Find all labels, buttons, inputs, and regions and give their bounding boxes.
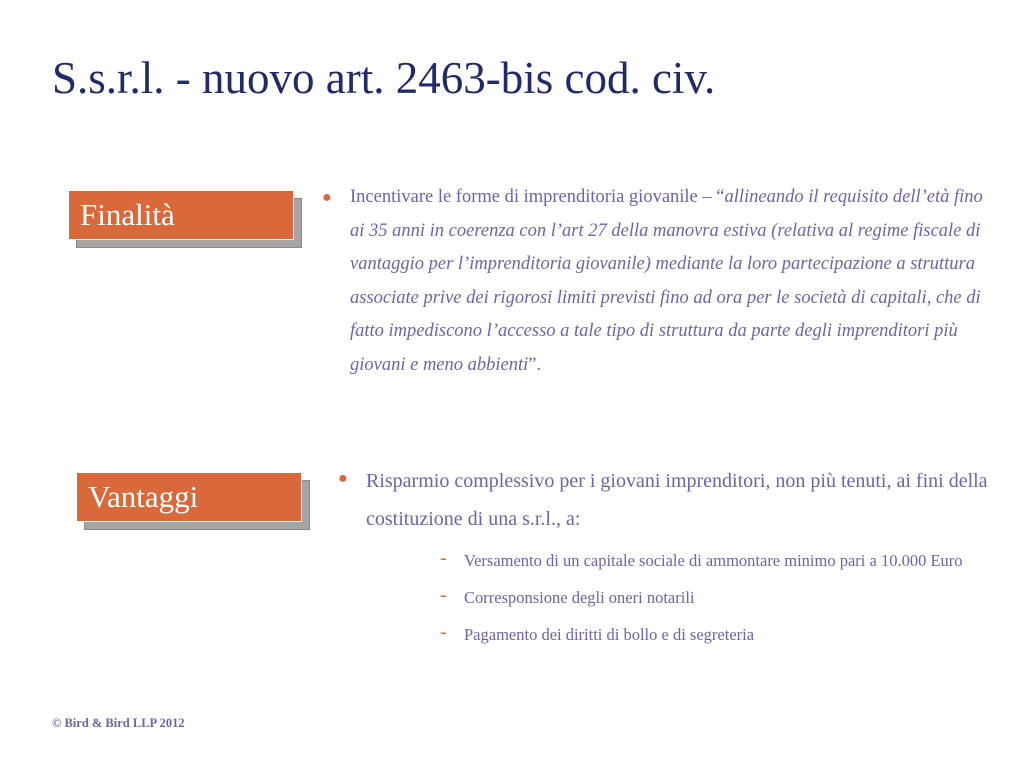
dash-bullet-icon: - bbox=[440, 584, 447, 606]
finalita-bullet-text bbox=[350, 181, 990, 383]
vantaggi-sublist bbox=[440, 544, 988, 651]
vantaggi-bullet bbox=[338, 462, 988, 538]
finalita-text-tail: ”. bbox=[528, 354, 542, 375]
finalita-label-box bbox=[68, 190, 294, 240]
list-item bbox=[440, 618, 988, 651]
copyright-footer: © Bird & Bird LLP 2012 bbox=[52, 716, 185, 730]
finalita-text-italic-2: il requisito dell’età fino ai 35 anni in coerenza con l’art 27 della manovra estiva (relativa al regime fiscale di vantaggio per l’imprenditoria giovanile) mediante la loro partecipazione a struttura associate prive dei rigorosi limiti previsti fino ad ora per le società di capitali, che di fatto impediscono l’accesso a tale tipo di struttura da parte degli imprenditori più giovani e meno abbienti bbox=[350, 187, 983, 375]
finalita-label: Finalità bbox=[68, 190, 294, 240]
vantaggi-section bbox=[338, 462, 988, 655]
dash-bullet-icon: - bbox=[440, 621, 447, 643]
list-item-text: Pagamento dei diritti di bollo e di segreteria bbox=[464, 625, 755, 644]
finalita-text-lead: Incentivare le forme di imprenditoria giovanile – “ bbox=[350, 187, 725, 207]
list-item bbox=[440, 581, 988, 614]
finalita-bullet bbox=[322, 181, 990, 383]
list-item-text: Versamento di un capitale sociale di ammontare minimo pari a 10.000 Euro bbox=[464, 551, 963, 570]
vantaggi-bullet-text: Risparmio complessivo per i giovani imprenditori, non più tenuti, ai fini della costituzione di una s.r.l., a: bbox=[366, 470, 988, 530]
dash-bullet-icon: - bbox=[440, 547, 447, 569]
bullet-dot-icon: ● bbox=[338, 470, 348, 487]
finalita-text-italic-1: allineando bbox=[724, 187, 809, 207]
bullet-dot-icon: ● bbox=[322, 189, 332, 206]
list-item-text: Corresponsione degli oneri notarili bbox=[464, 588, 695, 607]
slide-title: S.s.r.l. - nuovo art. 2463-bis cod. civ. bbox=[52, 53, 716, 103]
vantaggi-label: Vantaggi bbox=[76, 472, 302, 522]
vantaggi-label-box bbox=[76, 472, 302, 522]
list-item bbox=[440, 544, 988, 577]
finalita-section bbox=[322, 181, 990, 383]
